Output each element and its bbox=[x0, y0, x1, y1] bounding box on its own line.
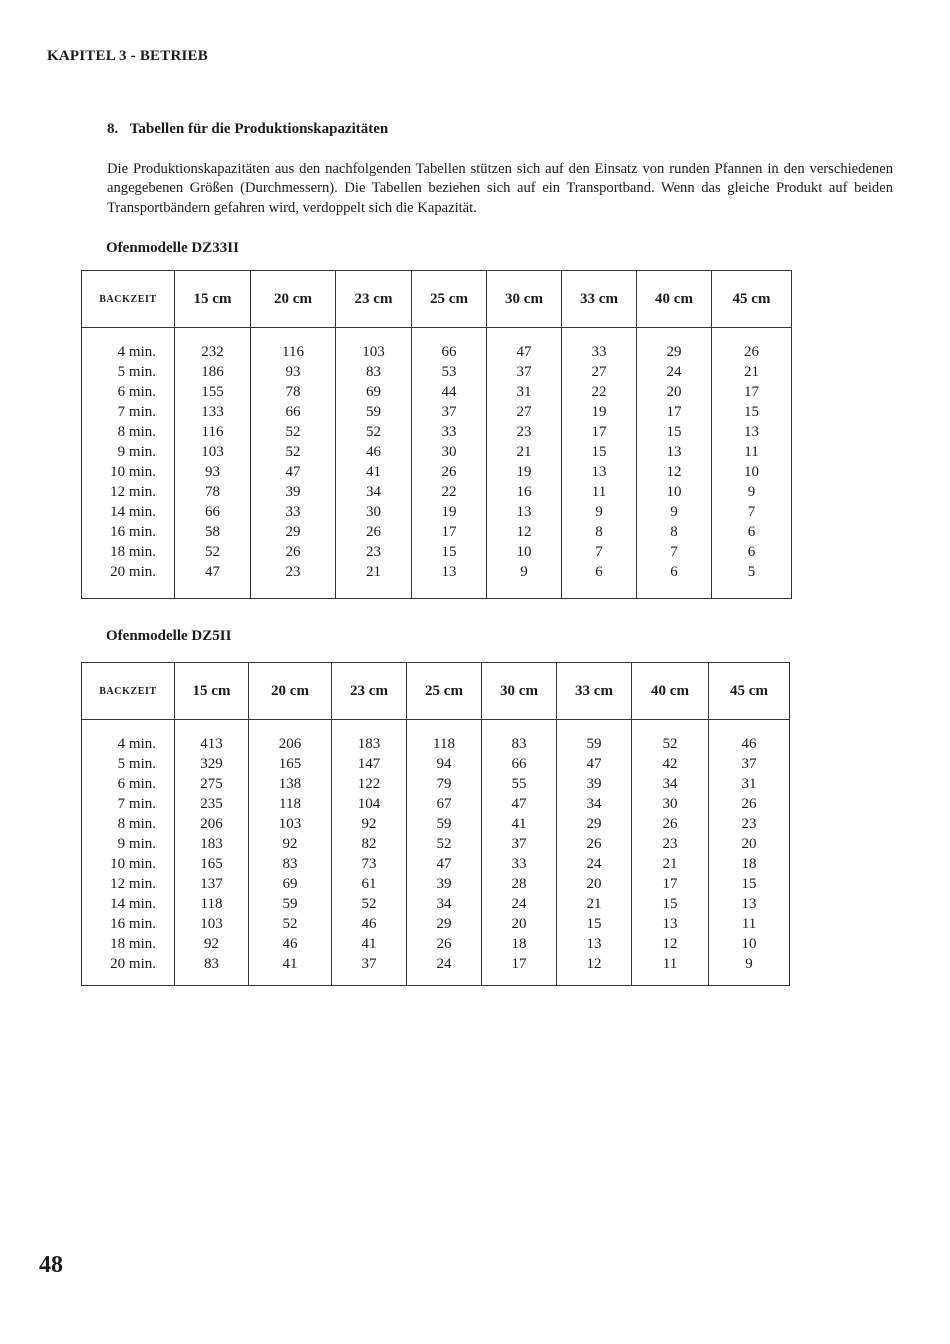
capacity-cell: 29 bbox=[586, 816, 602, 832]
capacity-cell: 29 bbox=[666, 344, 682, 360]
capacity-cell: 165 bbox=[200, 856, 223, 872]
capacity-cell: 92 bbox=[204, 936, 219, 952]
capacity-cell: 52 bbox=[436, 836, 452, 852]
capacity-cell: 19 bbox=[516, 464, 532, 480]
capacity-cell: 66 bbox=[511, 756, 527, 772]
capacity-cell: 39 bbox=[586, 776, 602, 792]
backzeit-cell: 8 min. bbox=[117, 816, 156, 832]
capacity-cell: 329 bbox=[200, 756, 223, 772]
column-header: 25 cm bbox=[412, 271, 487, 328]
capacity-cell: 37 bbox=[511, 836, 527, 852]
capacity-cell: 47 bbox=[285, 464, 301, 480]
capacity-cell: 67 bbox=[436, 796, 452, 812]
backzeit-cell: 10 min. bbox=[110, 464, 156, 480]
capacity-cell: 37 bbox=[441, 404, 457, 420]
backzeit-column bbox=[82, 720, 175, 986]
capacity-cell: 15 bbox=[586, 916, 602, 932]
capacity-cell: 83 bbox=[366, 364, 381, 380]
capacity-cell: 18 bbox=[511, 936, 527, 952]
capacity-cell: 20 bbox=[666, 384, 682, 400]
capacity-cell: 26 bbox=[366, 524, 381, 540]
capacity-cell: 10 bbox=[666, 484, 682, 500]
table-body-row bbox=[82, 328, 792, 599]
capacity-cell: 17 bbox=[666, 404, 682, 420]
backzeit-cell: 14 min. bbox=[110, 504, 156, 520]
column-header: 40 cm bbox=[632, 663, 709, 720]
capacity-cell: 186 bbox=[201, 364, 224, 380]
column-header: 33 cm bbox=[557, 663, 632, 720]
section-title: Tabellen für die Produktionskapazitäten bbox=[129, 121, 389, 137]
capacity-cell: 46 bbox=[366, 444, 381, 460]
capacity-cell: 47 bbox=[586, 756, 602, 772]
capacity-cell: 6 bbox=[747, 524, 756, 540]
capacity-cell: 26 bbox=[285, 544, 301, 560]
capacity-cell: 10 bbox=[516, 544, 532, 560]
section-heading bbox=[107, 121, 388, 138]
capacity-cell: 21 bbox=[662, 856, 678, 872]
capacity-cell: 116 bbox=[201, 424, 224, 440]
capacity-cell: 17 bbox=[591, 424, 607, 440]
backzeit-cell: 14 min. bbox=[110, 896, 156, 912]
capacity-cell: 9 bbox=[747, 484, 756, 500]
capacity-cell: 20 bbox=[586, 876, 602, 892]
capacity-cell: 30 bbox=[662, 796, 678, 812]
capacity-cell: 34 bbox=[586, 796, 602, 812]
capacity-cell: 13 bbox=[591, 464, 607, 480]
column-header: 20 cm bbox=[249, 663, 332, 720]
column-header: 45 cm bbox=[709, 663, 790, 720]
backzeit-cell: 20 min. bbox=[110, 956, 156, 972]
capacity-cell: 137 bbox=[200, 876, 223, 892]
capacity-cell: 17 bbox=[744, 384, 759, 400]
capacity-cell: 15 bbox=[666, 424, 682, 440]
chapter-header: KAPITEL 3 - BETRIEB bbox=[47, 48, 208, 64]
backzeit-header: BACKZEIT bbox=[82, 271, 175, 328]
capacity-column bbox=[487, 328, 562, 599]
capacity-cell: 46 bbox=[282, 936, 298, 952]
capacity-cell: 52 bbox=[662, 736, 678, 752]
capacity-cell: 30 bbox=[441, 444, 457, 460]
capacity-cell: 5 bbox=[747, 564, 756, 580]
table-header-row bbox=[82, 271, 792, 328]
capacity-cell: 47 bbox=[511, 796, 527, 812]
capacity-cell: 93 bbox=[205, 464, 220, 480]
capacity-cell: 23 bbox=[285, 564, 301, 580]
capacity-cell: 183 bbox=[357, 736, 381, 752]
backzeit-column bbox=[82, 328, 175, 599]
capacity-cell: 29 bbox=[436, 916, 452, 932]
capacity-cell: 165 bbox=[278, 756, 302, 772]
capacity-cell: 9 bbox=[745, 956, 753, 972]
capacity-cell: 93 bbox=[285, 364, 301, 380]
table-header-row bbox=[82, 663, 790, 720]
column-header: 45 cm bbox=[712, 271, 792, 328]
capacity-cell: 30 bbox=[366, 504, 381, 520]
capacity-cell: 61 bbox=[361, 876, 377, 892]
capacity-cell: 122 bbox=[357, 776, 381, 792]
capacity-column bbox=[336, 328, 412, 599]
capacity-cell: 46 bbox=[361, 916, 377, 932]
capacity-cell: 15 bbox=[744, 404, 759, 420]
capacity-cell: 83 bbox=[204, 956, 219, 972]
capacity-column bbox=[175, 328, 251, 599]
capacity-cell: 103 bbox=[362, 344, 385, 360]
capacity-cell: 21 bbox=[586, 896, 602, 912]
capacity-cell: 103 bbox=[278, 816, 302, 832]
capacity-cell: 13 bbox=[516, 504, 532, 520]
capacity-cell: 11 bbox=[744, 444, 759, 460]
capacity-cell: 52 bbox=[205, 544, 220, 560]
capacity-table-dz5ii bbox=[81, 662, 790, 986]
capacity-cell: 11 bbox=[662, 956, 678, 972]
capacity-cell: 118 bbox=[433, 736, 455, 752]
capacity-cell: 17 bbox=[441, 524, 457, 540]
capacity-cell: 31 bbox=[516, 384, 532, 400]
capacity-cell: 47 bbox=[516, 344, 532, 360]
capacity-cell: 20 bbox=[511, 916, 527, 932]
capacity-cell: 9 bbox=[670, 504, 678, 520]
column-header: 30 cm bbox=[487, 271, 562, 328]
capacity-column bbox=[332, 720, 407, 986]
capacity-cell: 31 bbox=[741, 776, 757, 792]
capacity-cell: 41 bbox=[282, 956, 298, 972]
backzeit-header: BACKZEIT bbox=[82, 663, 175, 720]
capacity-cell: 58 bbox=[205, 524, 220, 540]
backzeit-cell: 4 min. bbox=[117, 736, 156, 752]
capacity-cell: 16 bbox=[516, 484, 532, 500]
capacity-cell: 13 bbox=[662, 916, 678, 932]
capacity-cell: 52 bbox=[366, 424, 381, 440]
capacity-cell: 66 bbox=[441, 344, 457, 360]
capacity-cell: 24 bbox=[586, 856, 602, 872]
capacity-cell: 13 bbox=[666, 444, 682, 460]
capacity-cell: 6 bbox=[595, 564, 603, 580]
capacity-cell: 59 bbox=[282, 896, 298, 912]
capacity-cell: 59 bbox=[366, 404, 381, 420]
capacity-cell: 44 bbox=[441, 384, 457, 400]
capacity-cell: 7 bbox=[747, 504, 756, 520]
capacity-cell: 21 bbox=[516, 444, 532, 460]
capacity-cell: 37 bbox=[741, 756, 757, 772]
capacity-cell: 22 bbox=[441, 484, 457, 500]
capacity-cell: 10 bbox=[741, 936, 757, 952]
capacity-cell: 78 bbox=[205, 484, 220, 500]
capacity-cell: 52 bbox=[285, 444, 301, 460]
capacity-cell: 12 bbox=[586, 956, 602, 972]
capacity-cell: 7 bbox=[670, 544, 678, 560]
capacity-cell: 13 bbox=[441, 564, 457, 580]
capacity-cell: 138 bbox=[278, 776, 302, 792]
backzeit-cell: 9 min. bbox=[117, 836, 156, 852]
capacity-cell: 47 bbox=[205, 564, 220, 580]
capacity-cell: 52 bbox=[361, 896, 377, 912]
backzeit-cell: 12 min. bbox=[110, 484, 156, 500]
column-header: 40 cm bbox=[637, 271, 712, 328]
column-header: 15 cm bbox=[175, 271, 251, 328]
capacity-cell: 28 bbox=[511, 876, 527, 892]
capacity-cell: 26 bbox=[441, 464, 457, 480]
capacity-cell: 33 bbox=[591, 344, 607, 360]
capacity-column bbox=[412, 328, 487, 599]
backzeit-cell: 6 min. bbox=[117, 384, 156, 400]
capacity-cell: 24 bbox=[436, 956, 452, 972]
backzeit-cell: 4 min. bbox=[117, 344, 156, 360]
column-header: 15 cm bbox=[175, 663, 249, 720]
capacity-cell: 33 bbox=[285, 504, 301, 520]
capacity-cell: 21 bbox=[744, 364, 759, 380]
capacity-cell: 69 bbox=[282, 876, 298, 892]
capacity-cell: 37 bbox=[361, 956, 377, 972]
backzeit-cell: 20 min. bbox=[110, 564, 156, 580]
capacity-table-dz33ii bbox=[81, 270, 792, 599]
capacity-cell: 55 bbox=[511, 776, 527, 792]
capacity-cell: 23 bbox=[662, 836, 678, 852]
table-title-dz33ii: Ofenmodelle DZ33II bbox=[106, 240, 239, 256]
capacity-cell: 7 bbox=[595, 544, 603, 560]
capacity-cell: 53 bbox=[441, 364, 457, 380]
column-header: 23 cm bbox=[336, 271, 412, 328]
intro-paragraph: Die Produktionskapazitäten aus den nachfolgenden Tabellen stützen sich auf den Einsatz von runden Pfannen in den verschiedenen angegebenen Größen (Durchmessern). Die Tabellen beziehen sich auf ein Transportband. Wenn das gleiche Produkt auf beiden Transportbändern gefahren wird, verdoppelt sich die Kapazität. bbox=[107, 161, 893, 216]
capacity-cell: 69 bbox=[366, 384, 381, 400]
capacity-cell: 78 bbox=[285, 384, 301, 400]
capacity-column bbox=[709, 720, 790, 986]
backzeit-cell: 5 min. bbox=[117, 756, 156, 772]
capacity-column bbox=[557, 720, 632, 986]
capacity-cell: 79 bbox=[436, 776, 452, 792]
section-number: 8. bbox=[107, 121, 119, 137]
capacity-cell: 13 bbox=[744, 424, 759, 440]
capacity-cell: 147 bbox=[357, 756, 381, 772]
capacity-cell: 15 bbox=[591, 444, 607, 460]
capacity-cell: 11 bbox=[591, 484, 607, 500]
capacity-cell: 6 bbox=[670, 564, 678, 580]
capacity-cell: 104 bbox=[357, 796, 381, 812]
capacity-cell: 73 bbox=[361, 856, 377, 872]
column-header: 20 cm bbox=[251, 271, 336, 328]
capacity-cell: 206 bbox=[200, 816, 223, 832]
capacity-column bbox=[562, 328, 637, 599]
capacity-cell: 15 bbox=[741, 876, 757, 892]
capacity-cell: 33 bbox=[441, 424, 457, 440]
capacity-cell: 34 bbox=[436, 896, 452, 912]
capacity-cell: 206 bbox=[278, 736, 302, 752]
page-number: 48 bbox=[39, 1252, 63, 1278]
capacity-cell: 92 bbox=[282, 836, 298, 852]
capacity-cell: 116 bbox=[282, 344, 304, 360]
capacity-cell: 52 bbox=[282, 916, 298, 932]
backzeit-cell: 7 min. bbox=[117, 796, 156, 812]
table-title-dz5ii: Ofenmodelle DZ5II bbox=[106, 628, 232, 644]
capacity-cell: 8 bbox=[670, 524, 678, 540]
capacity-cell: 17 bbox=[511, 956, 527, 972]
capacity-cell: 34 bbox=[366, 484, 381, 500]
capacity-cell: 103 bbox=[200, 916, 223, 932]
capacity-cell: 24 bbox=[666, 364, 682, 380]
capacity-cell: 42 bbox=[662, 756, 678, 772]
capacity-cell: 92 bbox=[361, 816, 377, 832]
capacity-cell: 41 bbox=[361, 936, 377, 952]
capacity-cell: 59 bbox=[436, 816, 452, 832]
capacity-cell: 11 bbox=[741, 916, 757, 932]
table-body-row bbox=[82, 720, 790, 986]
capacity-cell: 18 bbox=[741, 856, 757, 872]
capacity-cell: 17 bbox=[662, 876, 678, 892]
capacity-cell: 22 bbox=[591, 384, 607, 400]
capacity-column bbox=[637, 328, 712, 599]
capacity-cell: 94 bbox=[436, 756, 452, 772]
capacity-cell: 26 bbox=[744, 344, 759, 360]
capacity-cell: 12 bbox=[666, 464, 682, 480]
backzeit-cell: 16 min. bbox=[110, 524, 156, 540]
capacity-cell: 118 bbox=[279, 796, 301, 812]
column-header: 23 cm bbox=[332, 663, 407, 720]
capacity-column bbox=[249, 720, 332, 986]
capacity-cell: 155 bbox=[201, 384, 224, 400]
capacity-cell: 13 bbox=[586, 936, 602, 952]
capacity-cell: 26 bbox=[662, 816, 678, 832]
capacity-cell: 26 bbox=[436, 936, 452, 952]
capacity-cell: 9 bbox=[595, 504, 603, 520]
capacity-cell: 39 bbox=[285, 484, 301, 500]
capacity-cell: 26 bbox=[741, 796, 757, 812]
backzeit-cell: 12 min. bbox=[110, 876, 156, 892]
capacity-cell: 41 bbox=[366, 464, 381, 480]
capacity-cell: 12 bbox=[516, 524, 532, 540]
capacity-cell: 10 bbox=[744, 464, 759, 480]
capacity-cell: 413 bbox=[200, 736, 223, 752]
capacity-cell: 47 bbox=[436, 856, 452, 872]
backzeit-cell: 18 min. bbox=[110, 936, 156, 952]
capacity-column bbox=[251, 328, 336, 599]
capacity-column bbox=[175, 720, 249, 986]
capacity-cell: 103 bbox=[201, 444, 224, 460]
capacity-column bbox=[712, 328, 792, 599]
backzeit-cell: 10 min. bbox=[110, 856, 156, 872]
capacity-cell: 12 bbox=[662, 936, 678, 952]
column-header: 33 cm bbox=[562, 271, 637, 328]
column-header: 25 cm bbox=[407, 663, 482, 720]
capacity-cell: 83 bbox=[282, 856, 298, 872]
capacity-cell: 66 bbox=[205, 504, 220, 520]
backzeit-cell: 6 min. bbox=[117, 776, 156, 792]
capacity-cell: 34 bbox=[662, 776, 678, 792]
capacity-cell: 275 bbox=[200, 776, 223, 792]
capacity-cell: 232 bbox=[201, 344, 224, 360]
capacity-cell: 23 bbox=[741, 816, 757, 832]
capacity-cell: 27 bbox=[591, 364, 607, 380]
capacity-cell: 15 bbox=[662, 896, 678, 912]
capacity-cell: 37 bbox=[516, 364, 532, 380]
capacity-cell: 29 bbox=[285, 524, 301, 540]
capacity-cell: 39 bbox=[436, 876, 452, 892]
backzeit-cell: 9 min. bbox=[117, 444, 156, 460]
capacity-column bbox=[632, 720, 709, 986]
capacity-cell: 66 bbox=[285, 404, 301, 420]
capacity-cell: 24 bbox=[511, 896, 527, 912]
backzeit-cell: 16 min. bbox=[110, 916, 156, 932]
capacity-cell: 23 bbox=[366, 544, 381, 560]
capacity-cell: 6 bbox=[747, 544, 756, 560]
capacity-cell: 52 bbox=[285, 424, 301, 440]
capacity-cell: 8 bbox=[595, 524, 603, 540]
capacity-cell: 21 bbox=[366, 564, 381, 580]
capacity-column bbox=[482, 720, 557, 986]
capacity-cell: 20 bbox=[741, 836, 757, 852]
backzeit-cell: 7 min. bbox=[117, 404, 156, 420]
backzeit-cell: 8 min. bbox=[117, 424, 156, 440]
capacity-cell: 235 bbox=[200, 796, 223, 812]
capacity-cell: 15 bbox=[441, 544, 457, 560]
capacity-column bbox=[407, 720, 482, 986]
capacity-cell: 33 bbox=[511, 856, 527, 872]
capacity-cell: 23 bbox=[516, 424, 532, 440]
capacity-cell: 41 bbox=[511, 816, 527, 832]
capacity-cell: 46 bbox=[741, 736, 757, 752]
capacity-cell: 26 bbox=[586, 836, 602, 852]
capacity-cell: 118 bbox=[200, 896, 223, 912]
capacity-cell: 133 bbox=[201, 404, 224, 420]
capacity-cell: 82 bbox=[361, 836, 377, 852]
capacity-cell: 9 bbox=[520, 564, 528, 580]
capacity-cell: 13 bbox=[741, 896, 757, 912]
column-header: 30 cm bbox=[482, 663, 557, 720]
capacity-cell: 19 bbox=[441, 504, 457, 520]
capacity-cell: 183 bbox=[200, 836, 223, 852]
backzeit-cell: 18 min. bbox=[110, 544, 156, 560]
backzeit-cell: 5 min. bbox=[117, 364, 156, 380]
capacity-cell: 83 bbox=[511, 736, 527, 752]
capacity-cell: 59 bbox=[586, 736, 602, 752]
capacity-cell: 19 bbox=[591, 404, 607, 420]
capacity-cell: 27 bbox=[516, 404, 532, 420]
